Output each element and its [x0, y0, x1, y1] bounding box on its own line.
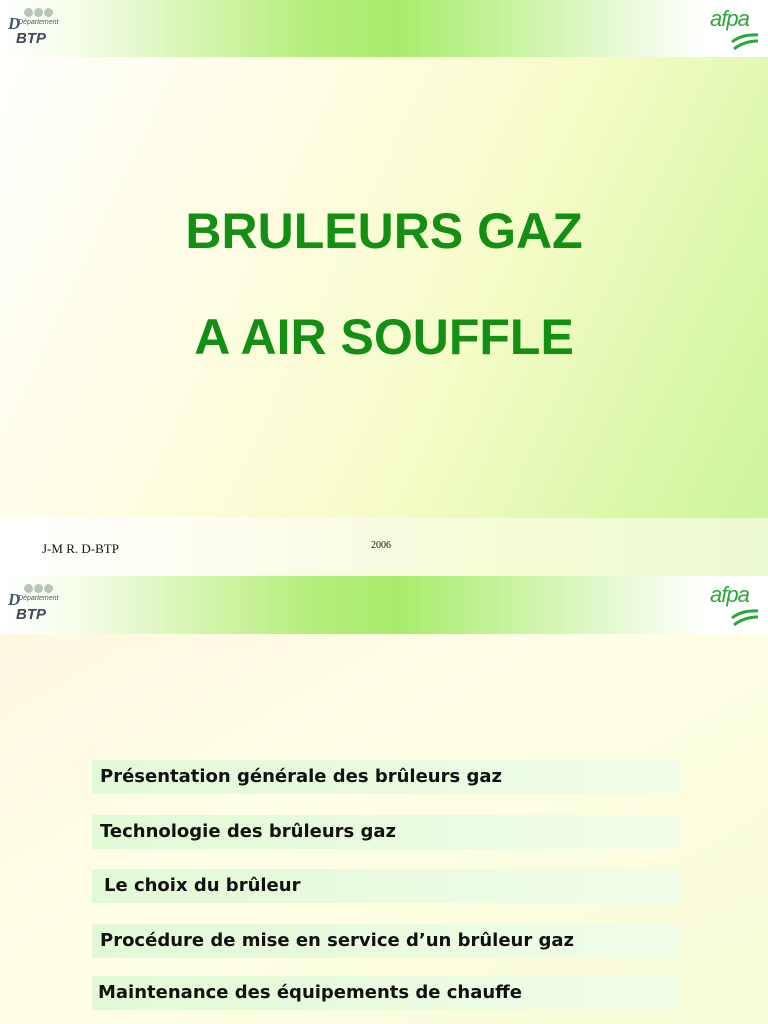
- departement-btp-logo: [6, 580, 62, 626]
- logo-letter-d: D: [8, 14, 21, 33]
- afpa-swoosh-icon: [730, 608, 760, 628]
- title-line-2: A AIR SOUFFLE: [194, 309, 574, 365]
- afpa-logo: [710, 582, 762, 628]
- afpa-swoosh-icon: [730, 32, 760, 52]
- topic-item-procedure: Procédure de mise en service d’un brûleur gaz: [92, 924, 680, 958]
- departement-btp-logo: [6, 4, 62, 50]
- footer-year: 2006: [371, 540, 391, 551]
- afpa-logo-text: afpa: [710, 582, 749, 607]
- afpa-logo-text: afpa: [710, 6, 749, 31]
- topic-item-maintenance: Maintenance des équipements de chauffe: [92, 976, 680, 1010]
- logo-btp-text: BTP: [16, 606, 46, 623]
- logo-departement-text: Département: [18, 19, 59, 26]
- logo-letter-d: D: [8, 590, 21, 609]
- title-line-1: BRULEURS GAZ: [185, 203, 583, 259]
- logo-departement-text: Département: [18, 595, 59, 602]
- header-band: [0, 0, 768, 57]
- footer-author: J-M R. D-BTP: [42, 541, 119, 556]
- topic-item-presentation: Présentation générale des brûleurs gaz: [92, 760, 680, 794]
- afpa-logo: [710, 6, 762, 52]
- topic-item-choix: Le choix du brûleur: [92, 869, 680, 903]
- header-band: [0, 576, 768, 634]
- contents-slide: [0, 576, 768, 1024]
- logo-btp-text: BTP: [16, 30, 46, 47]
- topic-item-technologie: Technologie des brûleurs gaz: [92, 815, 680, 849]
